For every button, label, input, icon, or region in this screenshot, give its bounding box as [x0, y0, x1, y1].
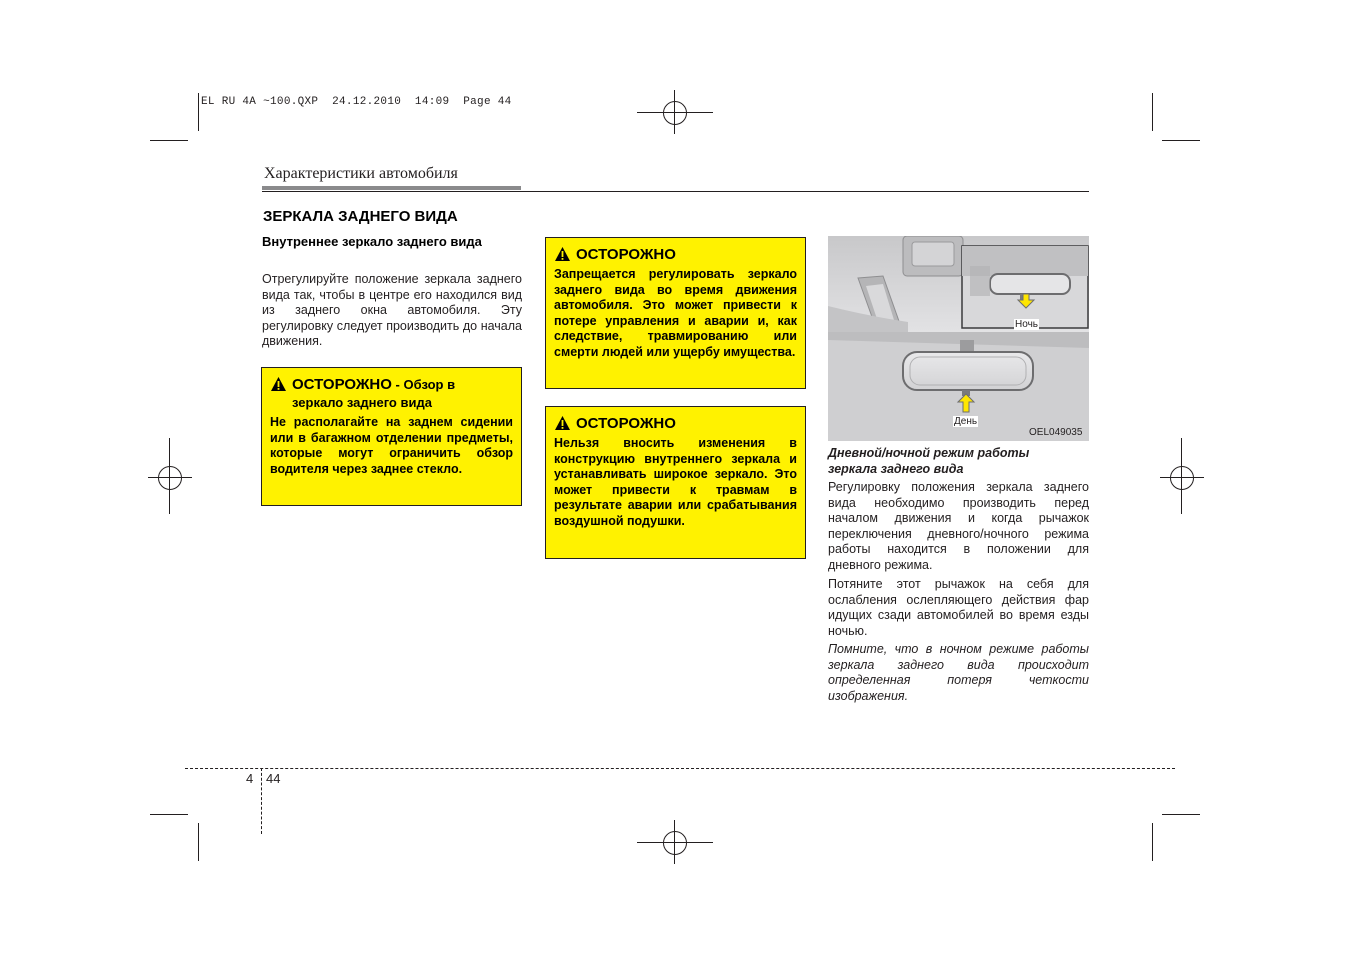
figure-caption: Дневной/ночной режим работы зеркала заднего вида: [828, 446, 1030, 476]
footer-dashed-divider: [261, 768, 262, 834]
figure-code: OEL049035: [1029, 427, 1083, 438]
warning-body: Нельзя вносить изменения в конструкцию внутреннего зеркала и устанавливать широкое зеркало. Это может привести к травмам в результате аварии или срабатывания воздушной подушки.: [554, 436, 797, 528]
warning-box-no-adjust: [545, 237, 806, 389]
footer-dashed-rule: [185, 768, 1175, 769]
page-number: 44: [266, 771, 281, 786]
print-slug: EL RU 4A ~100.QXP 24.12.2010 14:09 Page 44: [201, 96, 512, 108]
header-rule-thin: [262, 191, 1089, 192]
warning-title: ОСТОРОЖНО: [292, 376, 392, 393]
right-paragraph-1: Регулировку положения зеркала заднего вида необходимо производить перед началом движения и когда рычажок переключения дневного/ночного режима работы находится в положении для дневного режима.: [828, 480, 1089, 572]
warning-body: Не располагайте на заднем сидении или в багажном отделении предметы, которые могут ограничить обзор водителя через заднее стекло.: [270, 415, 513, 476]
chapter-number: 4: [246, 771, 254, 786]
right-note: Помните, что в ночном режиме работы зеркала заднего вида происходит определенная потеря четкости изображения.: [828, 642, 1089, 703]
warning-triangle-icon: [554, 415, 571, 431]
warning-title: ОСТОРОЖНО: [576, 246, 676, 263]
header-rule-thick: [262, 186, 521, 190]
section-title: Характеристики автомобиля: [264, 165, 458, 182]
day-label: День: [954, 416, 978, 427]
warning-box-no-modify: [545, 406, 806, 559]
right-paragraph-2: Потяните этот рычажок на себя для ослабления ослепляющего действия фар идущих сзади автомобилей во время езды ночью.: [828, 577, 1089, 638]
warning-title: ОСТОРОЖНО: [576, 415, 676, 432]
rear-view-mirror-image: [828, 236, 1089, 441]
subheading: Внутреннее зеркало заднего вида: [262, 234, 482, 249]
intro-paragraph: Отрегулируйте положение зеркала заднего вида так, чтобы в центре его находился вид из заднего окна автомобиля. Эту регулировку следует производить до начала движения.: [262, 272, 522, 349]
warning-body: Запрещается регулировать зеркало заднего вида во время движения автомобиля. Это может привести к потере управления и аварии и, как следствие, травмированию или смерти людей или ущербу имущества.: [554, 267, 797, 359]
warning-triangle-icon: [270, 376, 287, 392]
page-heading: ЗЕРКАЛА ЗАДНЕГО ВИДА: [263, 208, 458, 225]
warning-box-rear-view: [261, 367, 522, 506]
mirror-illustration: [828, 236, 1089, 441]
warning-subtitle-second: зеркало заднего вида: [292, 395, 432, 410]
warning-subtitle-first: - Обзор в: [391, 377, 456, 392]
night-label: Ночь: [1015, 319, 1038, 330]
warning-triangle-icon: [554, 246, 571, 262]
